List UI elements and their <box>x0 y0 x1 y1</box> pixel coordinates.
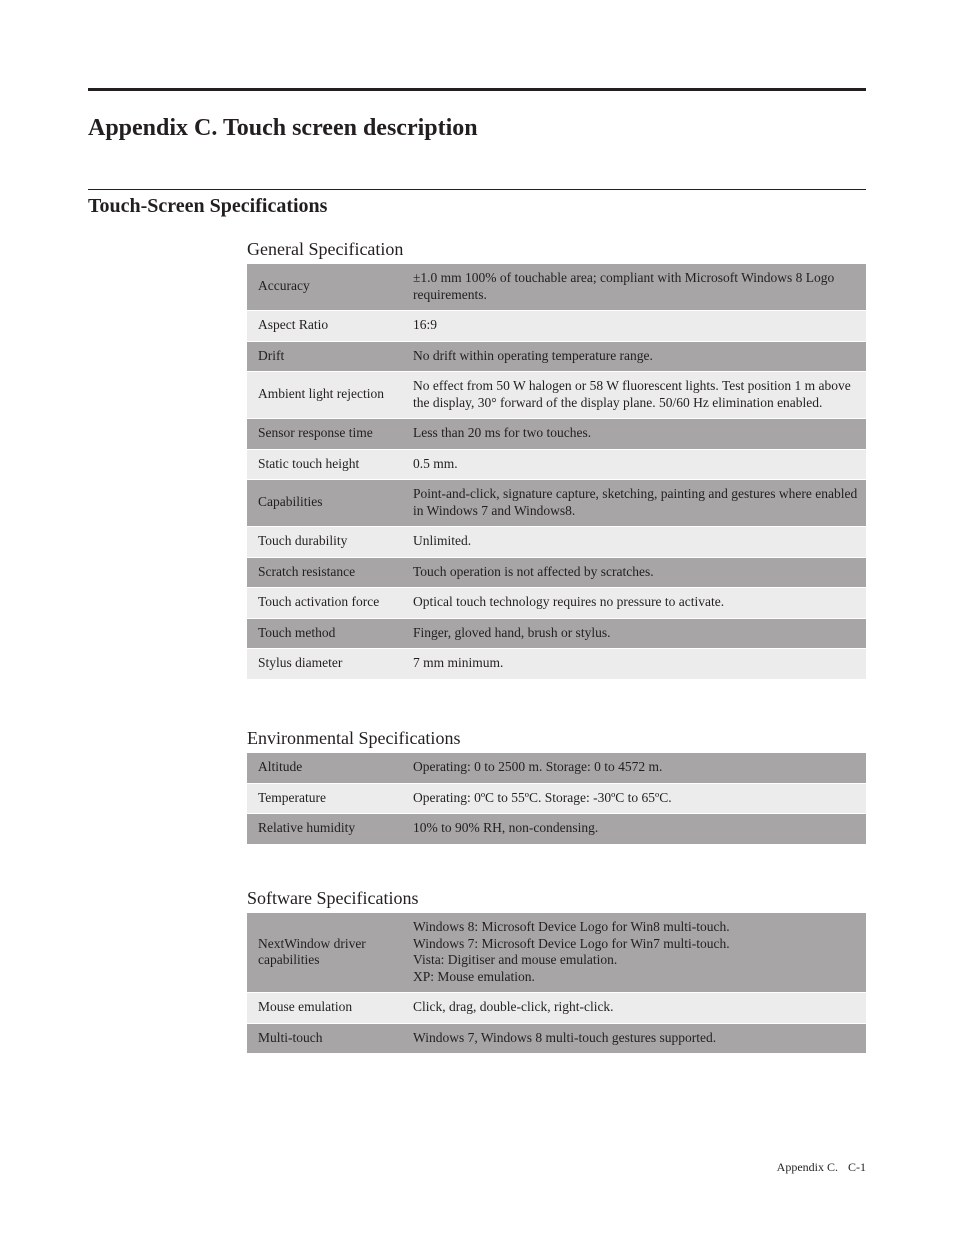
section-title: Touch-Screen Specifications <box>88 195 328 217</box>
general-spec-group <box>247 238 866 679</box>
spec-row <box>247 341 866 372</box>
spec-value: Unlimited. <box>402 527 866 558</box>
spec-label: Mouse emulation <box>247 993 402 1024</box>
spec-label: Aspect Ratio <box>247 311 402 342</box>
spec-row <box>247 311 866 342</box>
spec-row <box>247 527 866 558</box>
spec-value: Operating: 0ºC to 55ºC. Storage: -30ºC to 65ºC. <box>402 783 866 814</box>
spec-row <box>247 753 866 783</box>
spec-label: Capabilities <box>247 480 402 527</box>
spec-row <box>247 649 866 679</box>
page-footer <box>777 1160 866 1174</box>
spec-value: 7 mm minimum. <box>402 649 866 679</box>
spec-row <box>247 264 866 311</box>
spec-value: Windows 8: Microsoft Device Logo for Win8 multi-touch. Windows 7: Microsoft Device Logo for Win7 multi-touch. Vista: Digitiser and mouse emulation. XP: Mouse emulation. <box>402 913 866 993</box>
spec-label: Sensor response time <box>247 419 402 450</box>
general-spec-table <box>247 264 866 679</box>
spec-label: Multi-touch <box>247 1023 402 1053</box>
general-spec-title: General Specification <box>247 239 404 259</box>
spec-label: Accuracy <box>247 264 402 311</box>
spec-row <box>247 372 866 419</box>
environmental-spec-title: Environmental Specifications <box>247 728 461 748</box>
spec-label: NextWindow driver capabilities <box>247 913 402 993</box>
software-spec-table <box>247 913 866 1053</box>
spec-value: Less than 20 ms for two touches. <box>402 419 866 450</box>
spec-label: Touch activation force <box>247 588 402 619</box>
spec-row <box>247 557 866 588</box>
spec-label: Temperature <box>247 783 402 814</box>
spec-row <box>247 419 866 450</box>
footer-page-number: C-1 <box>848 1160 866 1174</box>
spec-row <box>247 449 866 480</box>
spec-value: Point-and-click, signature capture, sketching, painting and gestures where enabled in Windows 7 and Windows8. <box>402 480 866 527</box>
spec-value: 16:9 <box>402 311 866 342</box>
top-rule <box>88 88 866 91</box>
spec-label: Static touch height <box>247 449 402 480</box>
spec-row <box>247 1023 866 1053</box>
spec-label: Altitude <box>247 753 402 783</box>
environmental-spec-group <box>247 727 866 844</box>
spec-row <box>247 783 866 814</box>
spec-value: 0.5 mm. <box>402 449 866 480</box>
spec-label: Scratch resistance <box>247 557 402 588</box>
spec-row <box>247 618 866 649</box>
spec-label: Stylus diameter <box>247 649 402 679</box>
spec-label: Drift <box>247 341 402 372</box>
spec-value: No drift within operating temperature range. <box>402 341 866 372</box>
spec-label: Touch method <box>247 618 402 649</box>
spec-value: Operating: 0 to 2500 m. Storage: 0 to 4572 m. <box>402 753 866 783</box>
spec-value: Click, drag, double-click, right-click. <box>402 993 866 1024</box>
section-rule <box>88 189 866 190</box>
spec-row <box>247 913 866 993</box>
software-spec-group <box>247 887 866 1053</box>
software-spec-title: Software Specifications <box>247 888 419 908</box>
appendix-title: Appendix C. Touch screen description <box>88 115 478 141</box>
spec-row <box>247 480 866 527</box>
footer-chapter: Appendix C. <box>776 1160 838 1174</box>
spec-label: Touch durability <box>247 527 402 558</box>
spec-value: Windows 7, Windows 8 multi-touch gestures supported. <box>402 1023 866 1053</box>
spec-row <box>247 993 866 1024</box>
spec-label: Relative humidity <box>247 814 402 844</box>
spec-value: 10% to 90% RH, non-condensing. <box>402 814 866 844</box>
spec-row <box>247 588 866 619</box>
spec-value: Finger, gloved hand, brush or stylus. <box>402 618 866 649</box>
spec-value: No effect from 50 W halogen or 58 W fluorescent lights. Test position 1 m above the display, 30° forward of the display plane. 50/60 Hz elimination enabled. <box>402 372 866 419</box>
spec-label: Ambient light rejection <box>247 372 402 419</box>
spec-value: ±1.0 mm 100% of touchable area; compliant with Microsoft Windows 8 Logo requirements. <box>402 264 866 311</box>
spec-row <box>247 814 866 844</box>
environmental-spec-table <box>247 753 866 844</box>
spec-value: Optical touch technology requires no pressure to activate. <box>402 588 866 619</box>
spec-value: Touch operation is not affected by scratches. <box>402 557 866 588</box>
